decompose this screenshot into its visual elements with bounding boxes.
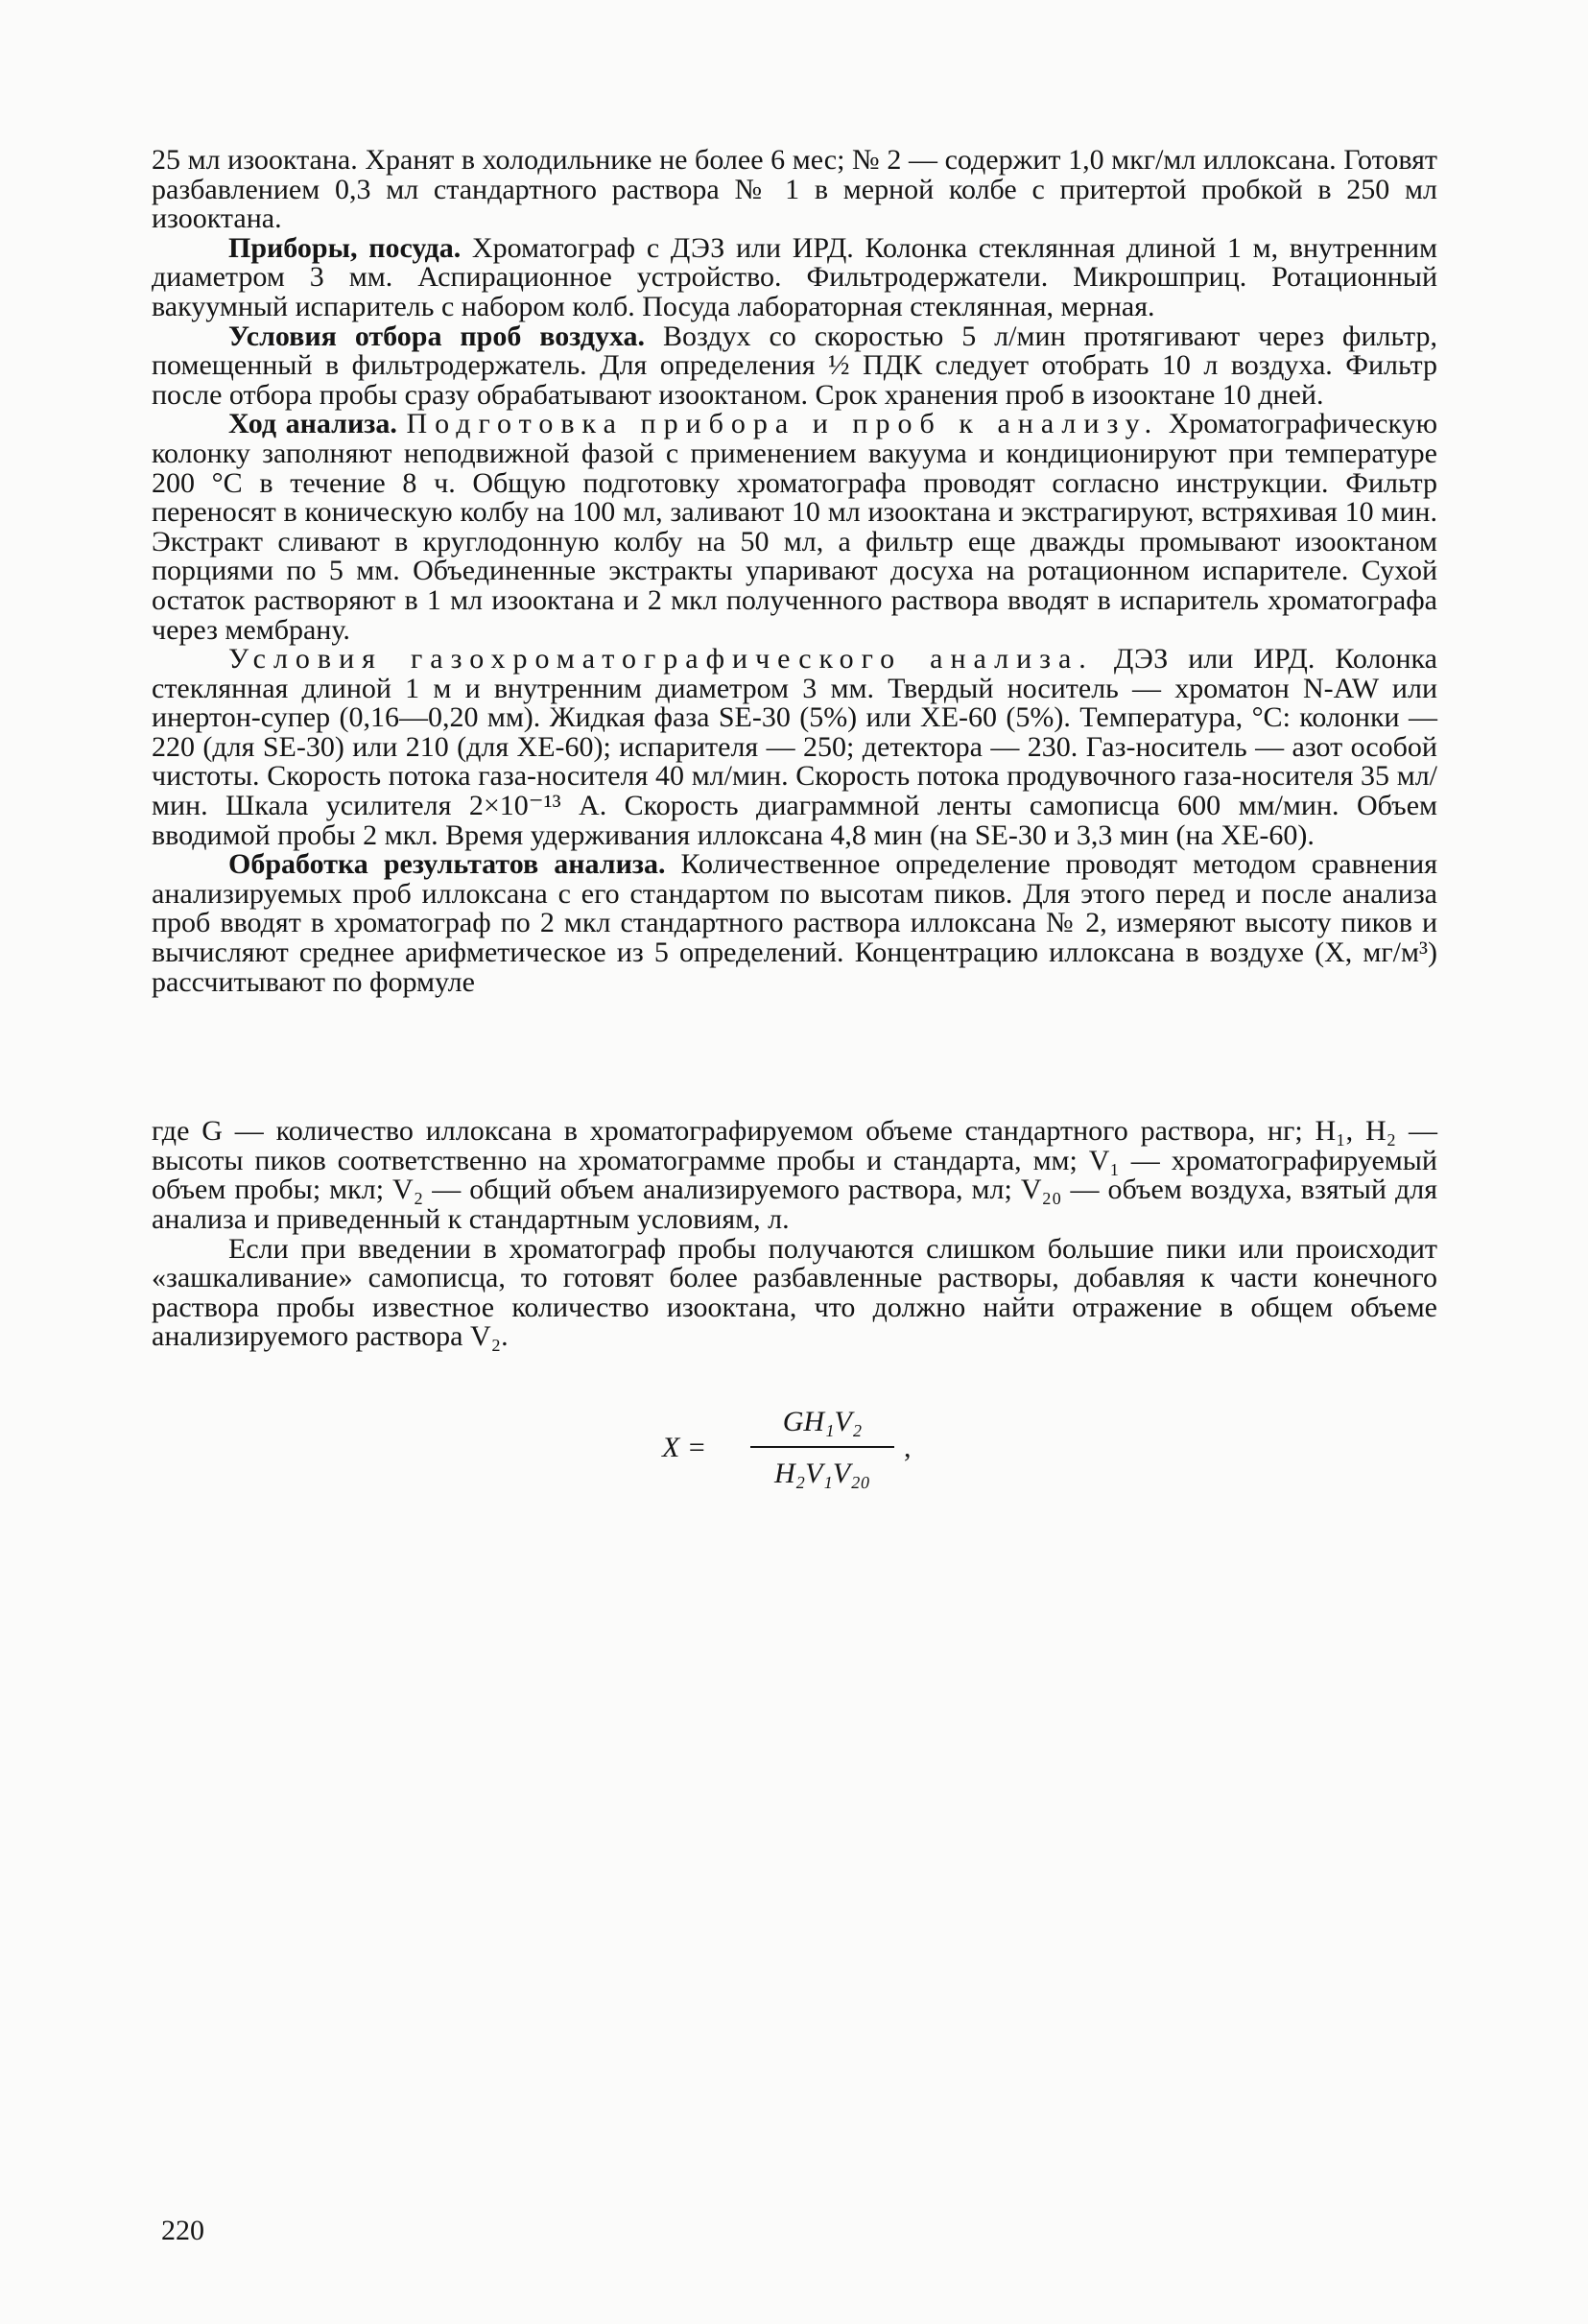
formula-denominator: H₂V₁V₂₀ [773, 1458, 871, 1489]
formula-numerator: GH₁V₂ [782, 1406, 863, 1437]
subheading-preparation: Подготовка прибора и проб к анализу. [406, 408, 1160, 440]
section-lead-results: Обработка результатов анализа. [228, 848, 666, 881]
section-lead-air-sampling: Условия отбора проб воздуха. [228, 320, 646, 352]
paragraph-equipment: Приборы, посуда. Хроматограф с ДЭЗ или ИРД. Колонка стеклянная длиной 1 м, внутренним диаметром 3 мм. Аспирационное устройство. Фильтродержатели. Микрошприц. Ротационный вакуумный испаритель с набором колб. Посуда лабораторная стеклянная, мерная. [152, 231, 1437, 322]
formula-comma: , [904, 1432, 912, 1463]
page-number: 220 [161, 2215, 204, 2246]
paragraph-air-sampling: Условия отбора проб воздуха. Воздух со скоростью 5 л/мин протягивают через фильтр, помещенный в фильтродержатель. Для определения ½ ПДК следует отобрать 10 л воздуха. Фильтр после отбора пробы сразу обрабатывают изооктаном. Срок хранения проб в изооктане 10 дней. [152, 320, 1437, 411]
formula-lhs: X = [662, 1432, 707, 1463]
subheading-gc-conditions: Условия газохроматографического анализа. [228, 643, 1094, 676]
formula-spacer [152, 997, 1437, 1117]
section-lead-analysis: Ход анализа. [228, 408, 397, 440]
section-lead-equipment: Приборы, посуда. [228, 231, 462, 264]
fraction-bar [750, 1446, 894, 1448]
paragraph-storage: 25 мл изооктана. Хранят в холодильнике не более 6 мес; № 2 — содержит 1,0 мкг/мл иллоксана. Готовят разбавлением 0,3 мл стандартного раствора № 1 в мерной колбе с притертой пробкой в 250 мл изооктана. [152, 144, 1437, 235]
paragraph-dilution-note: Если при введении в хроматограф пробы получаются слишком большие пики или происходит «зашкаливание» самописца, то готовят более разбавленные растворы, добавляя к части конечного раствора пробы известное количество изооктана, что должно найти отражение в общем объеме анализируемого раствора V₂. [152, 1232, 1437, 1353]
paragraph-formula-legend: где G — количество иллоксана в хроматографируемом объеме стандартного раствора, нг; H₁, H₂ — высоты пиков соответственно на хроматограмме пробы и стандарта, мм; V₁ — хроматографируемый объем пробы; мкл; V₂ — общий объем анализируемого раствора, мл; V₂₀ — объем воздуха, взятый для анализа и приведенный к стандартным условиям, л. [152, 1115, 1437, 1235]
paragraph-gc-conditions: Условия газохроматографического анализа. ДЭЗ или ИРД. Колонка стеклянная длиной 1 м и внутренним диаметром 3 мм. Твердый носитель — хроматон N-AW или инертон-супер (0,16—0,20 мм). Жидкая фаза SE-30 (5%) или XE-60 (5%). Температура, °C: колонки — 220 (для SE-30) или 210 (для XE-60); испарителя — 250; детектора — 230. Газ-носитель — азот особой чистоты. Скорость потока газа-носителя 40 мл/мин. Скорость потока продувочного газа-носителя 35 мл/мин. Шкала усилителя 2×10⁻¹³ А. Скорость диаграммной ленты самописца 600 мм/мин. Объем вводимой пробы 2 мкл. Время удерживания иллоксана 4,8 мин (на SE-30 и 3,3 мин (на XE-60). [152, 643, 1437, 851]
body-text [152, 146, 1437, 1352]
concentration-formula [652, 1406, 960, 1511]
paragraph-analysis-procedure: Ход анализа. Подготовка прибора и проб к анализу. Хроматографическую колонку заполняют неподвижной фазой с применением вакуума и кондиционируют при температуре 200 °C в течение 8 ч. Общую подготовку хроматографа проводят согласно инструкции. Фильтр переносят в коническую колбу на 100 мл, заливают 10 мл изооктана и экстрагируют, встряхивая 10 мин. Экстракт сливают в круглодонную колбу на 50 мл, а фильтр еще дважды промывают изооктаном порциями по 5 мм. Объединенные экстракты упаривают досуха на ротационном испарителе. Сухой остаток растворяют в 1 мл изооктана и 2 мкл полученного раствора вводят в испаритель хроматографа через мембрану. [152, 408, 1438, 646]
paragraph-results: Обработка результатов анализа. Количественное определение проводят методом сравнения анализируемых проб иллоксана с его стандартом по высотам пиков. Для этого перед и после анализа проб вводят в хроматограф по 2 мкл стандартного раствора иллоксана № 2, измеряют высоту пиков и вычисляют среднее арифметическое из 5 определений. Концентрацию иллоксана в воздухе (X, мг/м³) рассчитывают по формуле [152, 848, 1437, 998]
